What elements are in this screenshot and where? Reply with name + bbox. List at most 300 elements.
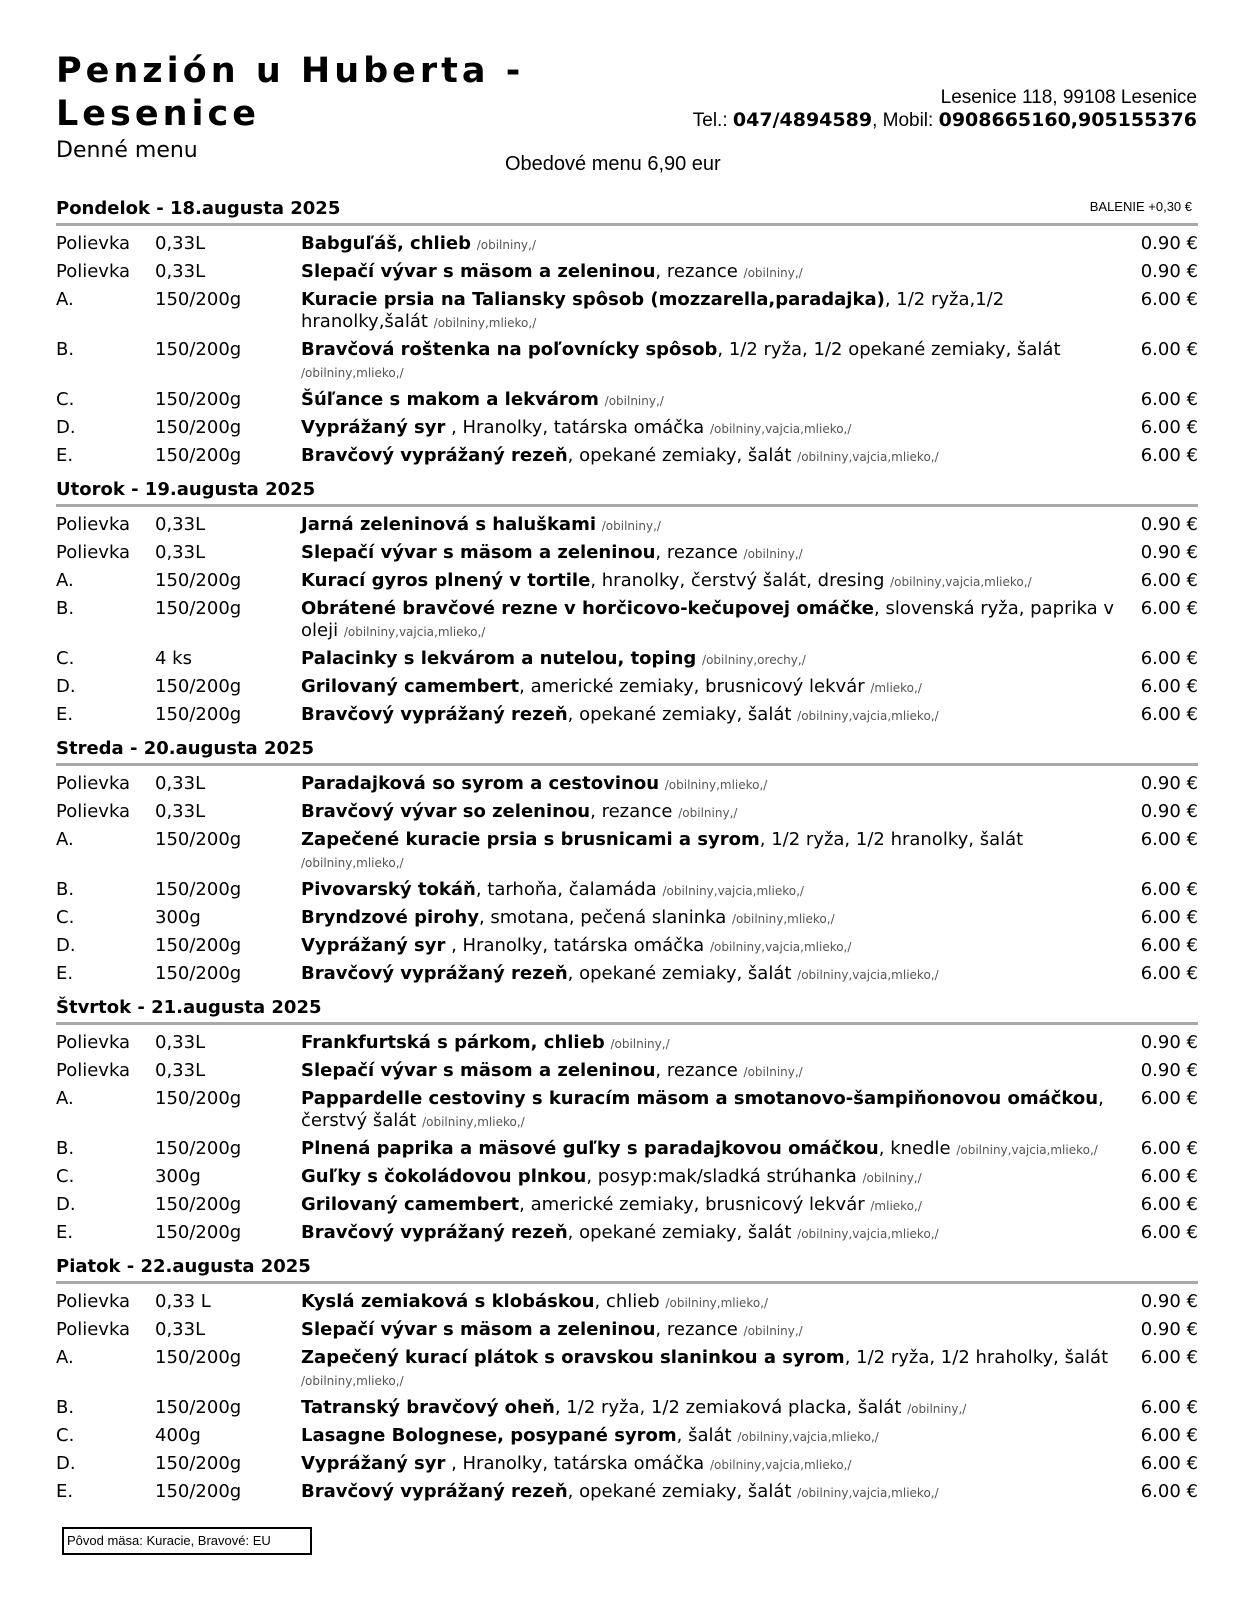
dish-name: Vyprážaný syr [301,935,446,956]
menu-item-row [56,1219,1198,1247]
dish-sides: , smotana, pečená slaninka [478,907,727,928]
menu-item-row [56,1478,1198,1506]
allergens: /obilniny,mlieko,/ [422,1115,525,1129]
allergens: /obilniny,mlieko,/ [301,366,404,380]
item-category: B. [56,1397,75,1418]
menu-item-row [56,1057,1198,1085]
dish-sides: , rezance [655,542,738,563]
dish-name: Lasagne Bolognese, posypané syrom [301,1425,677,1446]
item-description [301,289,1136,334]
item-category: D. [56,1453,76,1474]
days-container [56,197,1198,1506]
item-quantity: 300g [155,907,201,928]
allergens: /obilniny,orechy,/ [702,653,806,667]
dish-name: Babguľáš, chlieb [301,233,471,254]
item-quantity: 4 ks [155,648,192,669]
item-quantity: 150/200g [155,598,242,619]
item-quantity: 150/200g [155,829,242,850]
day-section [56,478,1198,729]
item-category: A. [56,829,74,850]
item-category: D. [56,1194,76,1215]
menu-item-row [56,1344,1198,1394]
item-category: C. [56,648,75,669]
item-description [301,445,1136,468]
dish-name: Vyprážaný syr [301,1453,446,1474]
dish-sides: , hranolky, čerstvý šalát, dresing [590,570,885,591]
item-description [301,542,1136,565]
menu-item-row [56,230,1198,258]
menu-item-row [56,1191,1198,1219]
dish-name: Bravčový vyprážaný rezeň [301,963,568,984]
day-divider [56,223,1198,226]
item-category: D. [56,935,76,956]
item-price: 0.90 € [1140,233,1198,254]
dish-name: Tatranský bravčový oheň [301,1397,555,1418]
dish-name: Grilovaný camembert [301,676,520,697]
item-price: 6.00 € [1140,935,1198,956]
item-quantity: 0,33L [155,261,206,282]
item-price: 6.00 € [1140,1453,1198,1474]
item-quantity: 0,33L [155,233,206,254]
item-description [301,1319,1136,1342]
allergens: /obilniny,vajcia,mlieko,/ [956,1143,1098,1157]
dish-name: Kurací gyros plnený v tortile [301,570,591,591]
allergens: /obilniny,/ [743,547,803,561]
item-description [301,1291,1136,1314]
dish-sides: , Hranolky, tatárska omáčka [445,935,705,956]
dish-name: Vyprážaný syr [301,417,446,438]
dish-sides: , opekané zemiaky, šalát [567,704,792,725]
menu-item-row [56,286,1198,336]
tel-label: Tel.: [692,110,728,131]
dish-name: Bravčová roštenka na poľovnícky spôsob [301,339,718,360]
menu-item-row [56,826,1198,876]
item-category: A. [56,289,74,310]
item-price: 6.00 € [1140,1166,1198,1187]
dish-name: Pappardelle cestoviny s kuracím mäsom a smotanovo-šampiňonovou omáčkou [301,1088,1099,1109]
menu-item-row [56,1288,1198,1316]
item-description [301,1138,1136,1161]
item-quantity: 150/200g [155,879,242,900]
item-price: 6.00 € [1140,1397,1198,1418]
dish-name: Slepačí vývar s mäsom a zeleninou [301,261,656,282]
item-price: 6.00 € [1140,598,1198,619]
dish-name: Bravčový vyprážaný rezeň [301,445,568,466]
day-title: Pondelok - 18.augusta 2025 [56,198,341,219]
menu-item-row [56,932,1198,960]
item-description [301,676,1136,699]
item-quantity: 150/200g [155,963,242,984]
allergens: /obilniny,/ [610,1037,670,1051]
item-quantity: 150/200g [155,389,242,410]
item-quantity: 150/200g [155,935,242,956]
menu-item-row [56,770,1198,798]
menu-item-row [56,645,1198,673]
allergens: /obilniny,/ [678,806,738,820]
menu-item-row [56,1394,1198,1422]
item-category: Polievka [56,801,131,822]
dish-sides: , Hranolky, tatárska omáčka [445,1453,705,1474]
item-description [301,417,1136,440]
allergens: /obilniny,mlieko,/ [665,1296,769,1310]
item-category: C. [56,907,75,928]
item-quantity: 0,33L [155,1319,206,1340]
item-quantity: 150/200g [155,289,242,310]
lunch-price-note: Obedové menu 6,90 eur [505,153,721,175]
item-quantity: 400g [155,1425,201,1446]
item-category: B. [56,879,75,900]
dish-sides: , čerstvý šalát [301,1088,1104,1131]
item-price: 6.00 € [1140,445,1198,466]
allergens: /obilniny,vajcia,mlieko,/ [709,422,852,436]
item-quantity: 0,33 L [155,1291,211,1312]
allergens: /obilniny,vajcia,mlieko,/ [797,709,939,723]
item-description [301,233,1136,256]
day-section [56,1255,1198,1506]
allergens: /obilniny,vajcia,mlieko,/ [797,450,939,464]
allergens: /mlieko,/ [870,1199,922,1213]
item-quantity: 150/200g [155,1088,242,1109]
item-category: C. [56,389,75,410]
allergens: /obilniny,vajcia,mlieko,/ [709,940,852,954]
item-description [301,1397,1136,1420]
item-price: 0.90 € [1140,1319,1198,1340]
dish-sides: , 1/2 ryža, 1/2 hraholky, šalát [844,1347,1109,1368]
item-quantity: 0,33L [155,773,206,794]
dish-sides: , americké zemiaky, brusnicový lekvár [519,676,865,697]
item-category: Polievka [56,1291,131,1312]
item-category: C. [56,1425,75,1446]
item-quantity: 0,33L [155,801,206,822]
day-title: Piatok - 22.augusta 2025 [56,1256,311,1277]
dish-name: Zapečené kuracie prsia s brusnicami a syrom [301,829,760,850]
item-quantity: 0,33L [155,514,206,535]
item-description [301,1481,1136,1504]
item-quantity: 150/200g [155,1222,242,1243]
item-description [301,648,1136,671]
item-description [301,1032,1136,1055]
packaging-note: BALENIE +0,30 € [1089,199,1192,214]
item-price: 6.00 € [1140,704,1198,725]
item-description [301,261,1136,284]
item-quantity: 150/200g [155,339,242,360]
item-quantity: 150/200g [155,570,242,591]
item-category: A. [56,1088,74,1109]
menu-item-row [56,511,1198,539]
menu-item-row [56,1422,1198,1450]
item-quantity: 0,33L [155,1032,206,1053]
dish-sides: , rezance [590,801,673,822]
item-category: E. [56,963,74,984]
dish-sides: , posyp:mak/sladká strúhanka [586,1166,857,1187]
menu-item-row [56,258,1198,286]
dish-name: Bravčový vyprážaný rezeň [301,1481,568,1502]
dish-name: Slepačí vývar s mäsom a zeleninou [301,1319,656,1340]
item-price: 6.00 € [1140,570,1198,591]
dish-sides: , rezance [655,1060,738,1081]
allergens: /obilniny,vajcia,mlieko,/ [797,968,939,982]
item-category: Polievka [56,773,131,794]
dish-name: Grilovaný camembert [301,1194,520,1215]
dish-sides: , slovenská ryža, paprika v oleji [301,598,1114,641]
dish-name: Jarná zeleninová s haluškami [301,514,597,535]
item-price: 6.00 € [1140,676,1198,697]
menu-item-row [56,1085,1198,1135]
dish-name: Plnená paprika a mäsové guľky s paradajkovou omáčkou [301,1138,879,1159]
allergens: /obilniny,vajcia,mlieko,/ [662,884,804,898]
item-category: Polievka [56,514,131,535]
item-price: 6.00 € [1140,1347,1198,1368]
contact-block [693,86,1197,132]
item-category: B. [56,598,75,619]
allergens: /obilniny,mlieko,/ [301,1374,404,1388]
item-price: 6.00 € [1140,1222,1198,1243]
item-description [301,1088,1136,1133]
menu-item-row [56,673,1198,701]
item-price: 6.00 € [1140,417,1198,438]
day-section [56,996,1198,1247]
address-line: Lesenice 118, 99108 Lesenice [940,87,1197,108]
item-quantity: 150/200g [155,1453,242,1474]
day-header [56,197,1198,223]
item-price: 0.90 € [1140,261,1198,282]
day-header [56,478,1198,504]
menu-item-row [56,386,1198,414]
allergens: /obilniny,mlieko,/ [433,316,537,330]
allergens: /obilniny,mlieko,/ [664,778,768,792]
item-quantity: 150/200g [155,417,242,438]
day-title: Streda - 20.augusta 2025 [56,738,315,759]
dish-name: Bryndzové pirohy [301,907,479,928]
allergens: /obilniny,/ [743,1065,803,1079]
day-divider [56,504,1198,507]
item-category: Polievka [56,542,131,563]
item-quantity: 150/200g [155,1397,242,1418]
item-category: E. [56,1222,74,1243]
dish-name: Zapečený kurací plátok s oravskou slaninkou a syrom [301,1347,845,1368]
item-description [301,1194,1136,1217]
item-quantity: 150/200g [155,445,242,466]
item-category: C. [56,1166,75,1187]
mobil-label: , Mobil: [872,110,934,131]
item-description [301,339,1136,384]
item-price: 6.00 € [1140,907,1198,928]
item-category: Polievka [56,1319,131,1340]
day-header [56,737,1198,763]
item-price: 6.00 € [1140,829,1198,850]
item-price: 6.00 € [1140,1138,1198,1159]
menu-item-row [56,701,1198,729]
mobil-value: 0908665160,905155376 [938,109,1197,131]
menu-item-row [56,336,1198,386]
dish-sides: , opekané zemiaky, šalát [567,445,792,466]
item-description [301,935,1136,958]
day-title: Štvrtok - 21.augusta 2025 [56,997,322,1018]
allergens: /obilniny,/ [476,238,536,252]
page-title: Penzión u Huberta - Lesenice [56,51,525,134]
item-quantity: 150/200g [155,1138,242,1159]
item-description [301,1425,1136,1448]
item-description [301,907,1136,930]
item-description [301,1060,1136,1083]
item-category: A. [56,570,74,591]
dish-sides: , 1/2 ryža,1/2 hranolky,šalát [301,289,1005,332]
menu-item-row [56,1316,1198,1344]
item-category: E. [56,445,74,466]
day-section [56,737,1198,988]
dish-sides: , opekané zemiaky, šalát [567,1481,792,1502]
dish-sides: , rezance [655,1319,738,1340]
dish-name: Frankfurtská s párkom, chlieb [301,1032,605,1053]
allergens: /mlieko,/ [870,681,922,695]
dish-name: Bravčový vyprážaný rezeň [301,1222,568,1243]
allergens: /obilniny,vajcia,mlieko,/ [890,575,1032,589]
item-category: D. [56,417,76,438]
item-price: 0.90 € [1140,514,1198,535]
day-header [56,996,1198,1022]
item-price: 6.00 € [1140,963,1198,984]
meat-origin-box: Pôvod mäsa: Kuracie, Bravové: EU [62,1527,312,1555]
allergens: /obilniny,/ [604,394,664,408]
allergens: /obilniny,vajcia,mlieko,/ [709,1458,852,1472]
tel-value: 047/4894589 [732,109,873,131]
allergens: /obilniny,/ [743,1324,803,1338]
day-section [56,197,1198,470]
menu-item-row [56,1450,1198,1478]
item-price: 0.90 € [1140,773,1198,794]
item-price: 0.90 € [1140,542,1198,563]
item-category: Polievka [56,261,131,282]
item-description [301,389,1136,412]
dish-sides: , Hranolky, tatárska omáčka [445,417,705,438]
menu-item-row [56,1163,1198,1191]
dish-name: Šúľance s makom a lekvárom [301,389,599,410]
dish-name: Bravčový vyprážaný rezeň [301,704,568,725]
item-price: 6.00 € [1140,1481,1198,1502]
allergens: /obilniny,/ [862,1171,922,1185]
item-price: 0.90 € [1140,1291,1198,1312]
dish-name: Slepačí vývar s mäsom a zeleninou [301,542,656,563]
dish-sides: , 1/2 ryža, 1/2 opekané zemiaky, šalát [717,339,1061,360]
item-category: E. [56,1481,74,1502]
item-category: E. [56,704,74,725]
item-quantity: 150/200g [155,1347,242,1368]
day-title: Utorok - 19.augusta 2025 [56,479,316,500]
item-description [301,514,1136,537]
item-description [301,1222,1136,1245]
dish-name: Obrátené bravčové rezne v horčicovo-kečupovej omáčke [301,598,874,619]
dish-name: Guľky s čokoládovou plnkou [301,1166,587,1187]
menu-item-row [56,876,1198,904]
item-category: Polievka [56,233,131,254]
item-quantity: 150/200g [155,1194,242,1215]
dish-sides: , tarhoňa, čalamáda [475,879,657,900]
item-price: 6.00 € [1140,1194,1198,1215]
item-price: 6.00 € [1140,879,1198,900]
item-price: 6.00 € [1140,389,1198,410]
dish-name: Pivovarský tokáň [301,879,476,900]
dish-sides: , 1/2 ryža, 1/2 hranolky, šalát [759,829,1024,850]
item-description [301,1453,1136,1476]
dish-sides: , knedle [878,1138,951,1159]
item-quantity: 150/200g [155,676,242,697]
dish-sides: , rezance [655,261,738,282]
item-category: Polievka [56,1060,131,1081]
menu-item-row [56,1029,1198,1057]
allergens: /obilniny,vajcia,mlieko,/ [737,1430,879,1444]
item-description [301,801,1136,824]
item-price: 6.00 € [1140,289,1198,310]
item-category: B. [56,339,75,360]
menu-item-row [56,798,1198,826]
dish-sides: , 1/2 ryža, 1/2 zemiaková placka, šalát [554,1397,902,1418]
item-category: D. [56,676,76,697]
menu-item-row [56,414,1198,442]
dish-name: Kuracie prsia na Taliansky spôsob (mozzarella,paradajka) [301,289,885,310]
menu-item-row [56,539,1198,567]
dish-sides: , opekané zemiaky, šalát [567,1222,792,1243]
item-category: A. [56,1347,74,1368]
item-price: 0.90 € [1140,1032,1198,1053]
item-price: 0.90 € [1140,1060,1198,1081]
allergens: /obilniny,mlieko,/ [732,912,835,926]
allergens: /obilniny,/ [601,519,661,533]
dish-sides: , šalát [676,1425,732,1446]
dish-name: Palacinky s lekvárom a nutelou, toping [301,648,697,669]
item-description [301,773,1136,796]
day-divider [56,763,1198,766]
allergens: /obilniny,mlieko,/ [301,856,404,870]
item-description [301,704,1136,727]
item-description [301,1166,1136,1189]
allergens: /obilniny,vajcia,mlieko,/ [797,1486,939,1500]
item-price: 6.00 € [1140,339,1198,360]
item-description [301,829,1136,874]
phone-line [693,109,1197,132]
menu-item-row [56,595,1198,645]
menu-item-row [56,960,1198,988]
item-description [301,1347,1136,1392]
item-quantity: 300g [155,1166,201,1187]
item-price: 6.00 € [1140,1425,1198,1446]
dish-name: Kyslá zemiaková s klobáskou [301,1291,595,1312]
dish-sides: , opekané zemiaky, šalát [567,963,792,984]
day-divider [56,1022,1198,1025]
dish-sides: , americké zemiaky, brusnicový lekvár [519,1194,865,1215]
item-price: 6.00 € [1140,648,1198,669]
dish-name: Paradajková so syrom a cestovinou [301,773,660,794]
item-description [301,570,1136,593]
page-subtitle: Denné menu [56,138,198,163]
allergens: /obilniny,/ [743,266,803,280]
menu-item-row [56,1135,1198,1163]
allergens: /obilniny,vajcia,mlieko,/ [343,625,486,639]
item-quantity: 0,33L [155,1060,206,1081]
allergens: /obilniny,vajcia,mlieko,/ [797,1227,939,1241]
item-description [301,598,1136,643]
day-divider [56,1281,1198,1284]
menu-item-row [56,904,1198,932]
item-category: B. [56,1138,75,1159]
dish-name: Bravčový vývar so zeleninou [301,801,591,822]
menu-item-row [56,442,1198,470]
allergens: /obilniny,/ [907,1402,967,1416]
dish-sides: , chlieb [594,1291,660,1312]
item-quantity: 150/200g [155,1481,242,1502]
item-price: 0.90 € [1140,801,1198,822]
dish-name: Slepačí vývar s mäsom a zeleninou [301,1060,656,1081]
item-description [301,963,1136,986]
